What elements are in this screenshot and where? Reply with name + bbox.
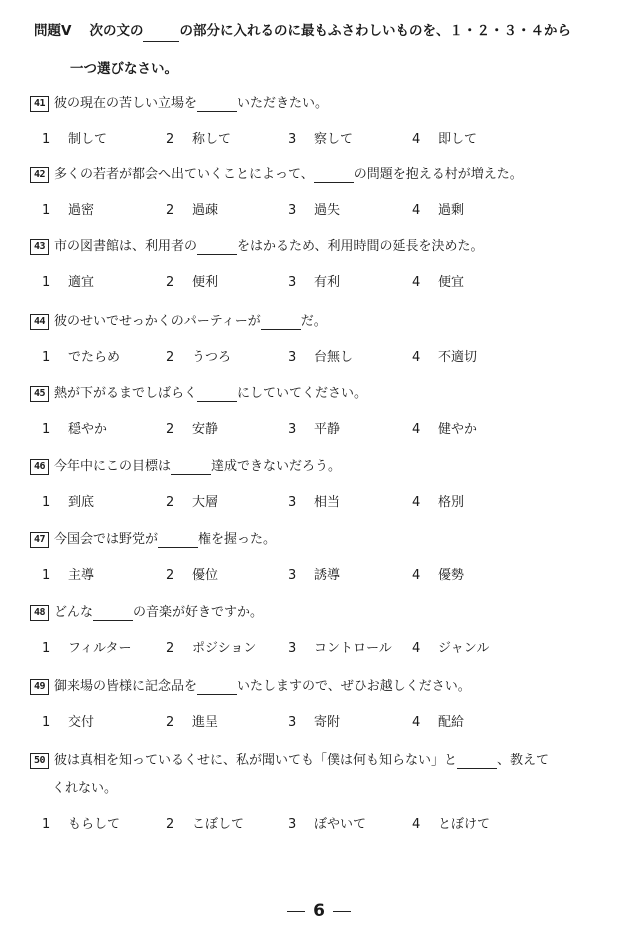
option-text: 安静	[192, 422, 219, 437]
stem-after-blank: 権を握った。	[198, 532, 277, 547]
option-2[interactable]	[166, 711, 218, 730]
option-number: 3	[288, 641, 297, 656]
option-text: 寄附	[314, 715, 341, 730]
option-number: 3	[288, 350, 297, 365]
option-text: 健やか	[438, 422, 478, 437]
option-text: 即して	[438, 132, 478, 147]
option-text: 制して	[68, 132, 108, 147]
option-number: 1	[42, 495, 51, 510]
option-3[interactable]	[288, 271, 340, 290]
question-46	[30, 457, 610, 511]
options-row	[30, 491, 610, 511]
question-number: 47	[30, 532, 49, 548]
option-text: 到底	[68, 495, 95, 510]
question-49	[30, 677, 610, 731]
stem-after-blank: の音楽が好きですか。	[133, 605, 264, 620]
option-number: 1	[42, 275, 51, 290]
option-text: うつろ	[192, 350, 232, 365]
option-number: 4	[412, 132, 421, 147]
option-2[interactable]	[166, 637, 256, 656]
option-4[interactable]	[412, 418, 477, 437]
page-number-value: 6	[313, 901, 325, 921]
option-4[interactable]	[412, 271, 464, 290]
question-stem	[30, 677, 610, 697]
option-4[interactable]	[412, 813, 490, 832]
option-4[interactable]	[412, 711, 464, 730]
option-4[interactable]	[412, 637, 489, 656]
option-number: 1	[42, 203, 51, 218]
option-1[interactable]	[42, 711, 94, 730]
stem-before-blank: 彼のせいでせっかくのパーティーが	[54, 314, 261, 329]
stem-before-blank: 市の図書館は、利用者の	[54, 239, 198, 254]
option-number: 2	[166, 132, 175, 147]
question-47	[30, 530, 610, 584]
option-text: 穏やか	[68, 422, 108, 437]
question-stem	[30, 384, 610, 404]
option-1[interactable]	[42, 346, 120, 365]
instruction-text-after: の部分に入れるのに最もふさわしいものを、１・２・３・４から	[179, 23, 571, 39]
option-text: 配給	[438, 715, 465, 730]
option-number: 3	[288, 495, 297, 510]
page-dash-left	[287, 911, 305, 912]
option-text: フィルター	[68, 641, 132, 656]
question-stem	[30, 165, 610, 185]
option-2[interactable]	[166, 128, 231, 147]
option-text: 相当	[314, 495, 341, 510]
stem-after-blank: の問題を抱える村が増えた。	[353, 167, 523, 182]
option-number: 1	[42, 641, 51, 656]
option-number: 2	[166, 495, 175, 510]
option-4[interactable]	[412, 199, 464, 218]
option-3[interactable]	[288, 813, 366, 832]
option-4[interactable]	[412, 564, 464, 583]
option-text: 優勢	[438, 568, 465, 583]
option-text: 大層	[192, 495, 219, 510]
option-text: 進呈	[192, 715, 219, 730]
blank-underline	[143, 27, 179, 42]
option-number: 2	[166, 568, 175, 583]
stem-after-blank: をはかるため、利用時間の延長を決めた。	[237, 239, 484, 254]
question-43	[30, 237, 610, 291]
stem-before-blank: 彼の現在の苦しい立場を	[54, 96, 198, 111]
option-text: 台無し	[314, 350, 354, 365]
option-4[interactable]	[412, 491, 464, 510]
options-row	[30, 128, 610, 148]
option-number: 4	[412, 641, 421, 656]
option-1[interactable]	[42, 637, 131, 656]
answer-blank	[261, 315, 301, 330]
option-number: 3	[288, 203, 297, 218]
option-number: 4	[412, 715, 421, 730]
question-41	[30, 94, 610, 148]
option-text: コントロール	[314, 641, 392, 656]
question-stem	[30, 94, 610, 114]
options-row	[30, 637, 610, 657]
stem-before-blank: 今年中にこの目標は	[54, 459, 172, 474]
question-42	[30, 165, 610, 219]
question-stem	[30, 751, 610, 771]
options-row	[30, 271, 610, 291]
answer-blank	[158, 533, 198, 548]
answer-blank	[314, 168, 354, 183]
option-text: とぼけて	[438, 817, 491, 832]
page-number	[0, 901, 638, 921]
question-50	[30, 751, 610, 833]
option-text: 過失	[314, 203, 341, 218]
question-48	[30, 603, 610, 657]
option-2[interactable]	[166, 418, 218, 437]
option-text: 過密	[68, 203, 95, 218]
option-1[interactable]	[42, 199, 94, 218]
option-text: ジャンル	[438, 641, 490, 656]
option-text: 過疎	[192, 203, 219, 218]
option-2[interactable]	[166, 813, 244, 832]
answer-blank	[197, 387, 237, 402]
option-text: 便宜	[438, 275, 465, 290]
option-2[interactable]	[166, 491, 218, 510]
option-number: 2	[166, 715, 175, 730]
option-4[interactable]	[412, 128, 477, 147]
option-number: 2	[166, 817, 175, 832]
question-45	[30, 384, 610, 438]
option-text: こぼして	[192, 817, 245, 832]
option-1[interactable]	[42, 271, 94, 290]
option-number: 4	[412, 495, 421, 510]
option-text: ポジション	[192, 641, 257, 656]
stem-before-blank: どんな	[54, 605, 94, 620]
page-dash-right	[333, 911, 351, 912]
stem-before-blank: 彼は真相を知っているくせに、私が聞いても「僕は何も知らない」と	[54, 753, 458, 768]
question-number: 42	[30, 167, 49, 183]
option-text: 平静	[314, 422, 341, 437]
stem-after-blank: だ。	[300, 314, 327, 329]
stem-after-blank: 、教えて	[497, 753, 550, 768]
option-4[interactable]	[412, 346, 477, 365]
option-number: 2	[166, 275, 175, 290]
stem-after-blank: いたしますので、ぜひお越しください。	[237, 679, 471, 694]
question-number: 49	[30, 679, 49, 695]
option-text: 主導	[68, 568, 95, 583]
question-stem	[30, 312, 610, 332]
answer-blank	[197, 680, 237, 695]
option-3[interactable]	[288, 637, 392, 656]
question-number: 48	[30, 605, 49, 621]
option-number: 2	[166, 641, 175, 656]
section-title: 問題Ⅴ	[34, 23, 72, 39]
option-number: 1	[42, 568, 51, 583]
stem-before-blank: 御来場の皆様に記念品を	[54, 679, 198, 694]
option-3[interactable]	[288, 346, 353, 365]
instruction-text-before: 次の文の	[89, 23, 144, 39]
question-number: 41	[30, 96, 49, 112]
option-number: 3	[288, 715, 297, 730]
options-row	[30, 346, 610, 366]
option-2[interactable]	[166, 346, 231, 365]
question-stem	[30, 603, 610, 623]
stem-before-blank: 今国会では野党が	[54, 532, 159, 547]
option-3[interactable]	[288, 564, 340, 583]
option-text: 適宜	[68, 275, 95, 290]
option-text: 察して	[314, 132, 354, 147]
stem-continuation: くれない。	[52, 781, 118, 796]
stem-after-blank: いただきたい。	[237, 96, 329, 111]
option-number: 2	[166, 422, 175, 437]
option-text: 過剰	[438, 203, 465, 218]
option-3[interactable]	[288, 128, 353, 147]
option-1[interactable]	[42, 491, 94, 510]
option-number: 4	[412, 817, 421, 832]
options-row	[30, 813, 610, 833]
option-3[interactable]	[288, 711, 340, 730]
option-3[interactable]	[288, 418, 340, 437]
option-text: でたらめ	[68, 350, 121, 365]
option-number: 3	[288, 817, 297, 832]
question-number: 43	[30, 239, 49, 255]
options-row	[30, 199, 610, 219]
stem-before-blank: 熱が下がるまでしばらく	[54, 386, 198, 401]
option-text: もらして	[68, 817, 121, 832]
option-1[interactable]	[42, 128, 107, 147]
option-number: 3	[288, 568, 297, 583]
option-3[interactable]	[288, 491, 340, 510]
options-row	[30, 418, 610, 438]
option-number: 1	[42, 132, 51, 147]
option-text: 有利	[314, 275, 341, 290]
question-44	[30, 312, 610, 366]
question-number: 50	[30, 753, 49, 769]
option-number: 3	[288, 422, 297, 437]
answer-blank	[171, 460, 211, 475]
options-row	[30, 711, 610, 731]
option-text: ぼやいて	[314, 817, 367, 832]
instruction-line-1	[34, 20, 614, 42]
stem-after-blank: 達成できないだろう。	[211, 459, 342, 474]
option-text: 便利	[192, 275, 219, 290]
stem-after-blank: にしていてください。	[237, 386, 368, 401]
option-number: 4	[412, 203, 421, 218]
option-number: 4	[412, 275, 421, 290]
question-stem	[30, 237, 610, 257]
option-1[interactable]	[42, 813, 120, 832]
option-text: 交付	[68, 715, 95, 730]
question-number: 44	[30, 314, 49, 330]
option-text: 不適切	[438, 350, 478, 365]
option-number: 3	[288, 132, 297, 147]
option-number: 2	[166, 203, 175, 218]
option-text: 優位	[192, 568, 219, 583]
answer-blank	[457, 754, 497, 769]
option-2[interactable]	[166, 199, 218, 218]
option-text: 誘導	[314, 568, 341, 583]
option-text: 格別	[438, 495, 465, 510]
question-stem	[30, 457, 610, 477]
option-number: 1	[42, 715, 51, 730]
option-number: 3	[288, 275, 297, 290]
question-number: 45	[30, 386, 49, 402]
instructions-header	[34, 20, 614, 80]
option-number: 4	[412, 350, 421, 365]
option-1[interactable]	[42, 418, 107, 437]
stem-before-blank: 多くの若者が都会へ出ていくことによって、	[54, 167, 314, 182]
option-number: 4	[412, 568, 421, 583]
question-number: 46	[30, 459, 49, 475]
option-text: 称して	[192, 132, 232, 147]
answer-blank	[93, 606, 133, 621]
question-stem	[30, 530, 610, 550]
answer-blank	[197, 97, 237, 112]
option-2[interactable]	[166, 271, 218, 290]
option-3[interactable]	[288, 199, 340, 218]
option-number: 1	[42, 422, 51, 437]
instruction-line-2: 一つ選びなさい。	[70, 61, 178, 77]
option-number: 2	[166, 350, 175, 365]
answer-blank	[197, 240, 237, 255]
option-2[interactable]	[166, 564, 218, 583]
option-number: 4	[412, 422, 421, 437]
option-1[interactable]	[42, 564, 94, 583]
options-row	[30, 564, 610, 584]
option-number: 1	[42, 350, 51, 365]
option-number: 1	[42, 817, 51, 832]
